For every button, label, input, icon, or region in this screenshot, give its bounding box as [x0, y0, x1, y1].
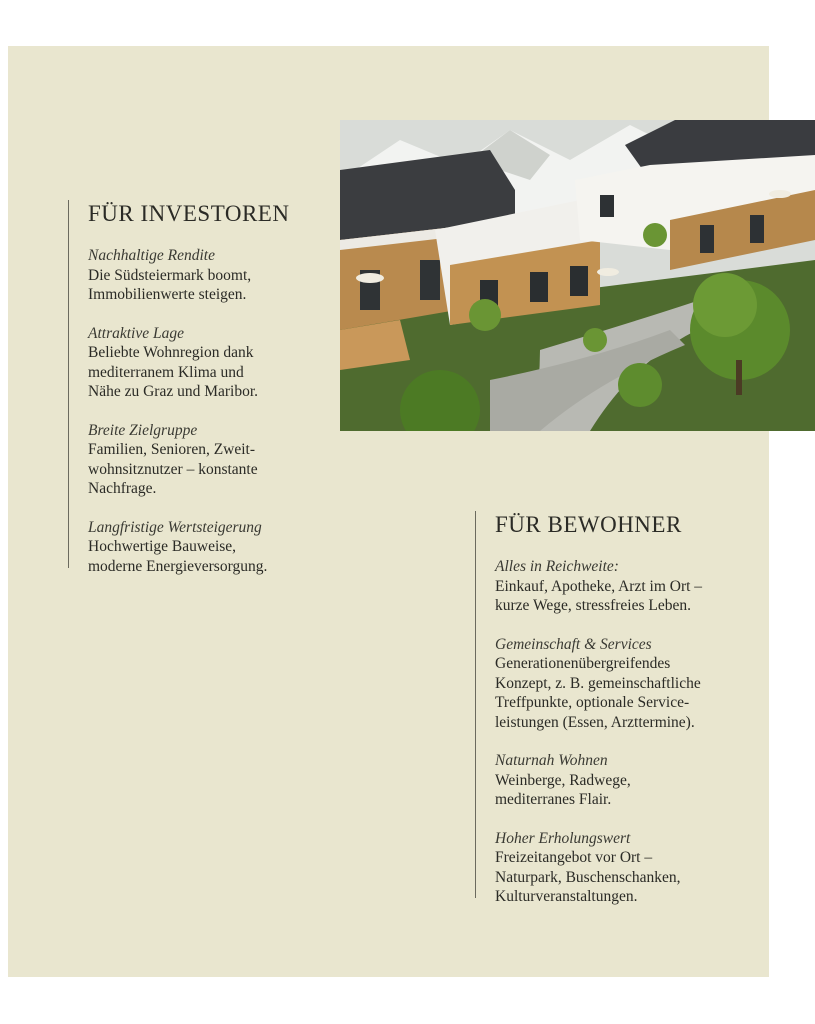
item-heading: Hoher Erholungswert: [495, 829, 631, 847]
item-text-line: Konzept, z. B. gemeinschaftliche: [495, 674, 701, 692]
residents-title: FÜR BEWOHNER: [495, 512, 682, 537]
item-text-line: Freizeitangebot vor Ort –: [495, 849, 653, 866]
item-text-line: Treffpunkte, optionale Service-: [495, 694, 690, 711]
item-text-line: Einkauf, Apotheke, Arzt im Ort –: [495, 577, 703, 595]
item-heading: Alles in Reichweite:: [495, 558, 619, 575]
item-text-line: moderne Energieversorgung.: [88, 557, 268, 575]
residents-item-reichweite: [495, 557, 755, 616]
item-text-line: mediterranes Flair.: [495, 791, 612, 808]
residents-item-gemeinschaft: [495, 635, 755, 733]
residents-item-naturnah: [495, 751, 755, 810]
aerial-rendering-image: [340, 120, 815, 431]
item-heading: Attraktive Lage: [88, 324, 184, 342]
investors-item-lage: [88, 324, 338, 402]
item-text-line: Hochwertige Bauweise,: [88, 538, 237, 555]
investors-item-wertsteigerung: [88, 518, 338, 577]
item-heading: Langfristige Wertsteigerung: [88, 518, 262, 536]
item-text-line: Generationenübergreifendes: [495, 655, 671, 672]
item-text-line: Nachfrage.: [88, 480, 157, 497]
residents-item-erholung: [495, 829, 755, 907]
item-text-line: Beliebte Wohnregion dank: [88, 344, 254, 361]
item-text-line: Weinberge, Radwege,: [495, 771, 631, 789]
item-heading: Naturnah Wohnen: [495, 752, 608, 769]
item-text-line: mediterranem Klima und: [88, 363, 244, 381]
item-heading: Breite Zielgruppe: [88, 421, 198, 439]
item-text-line: Naturpark, Buschenschanken,: [495, 868, 681, 886]
investors-title: FÜR INVESTOREN: [88, 201, 290, 226]
item-text-line: wohnsitznutzer – konstante: [88, 460, 258, 478]
item-heading: Gemeinschaft & Services: [495, 635, 652, 653]
item-text-line: Kulturveranstaltungen.: [495, 888, 638, 905]
item-text-line: kurze Wege, stressfreies Leben.: [495, 597, 692, 614]
item-heading: Nachhaltige Rendite: [88, 247, 215, 264]
item-text-line: Familien, Senioren, Zweit-: [88, 441, 256, 458]
investors-section: [68, 200, 338, 575]
investors-item-rendite: [88, 246, 338, 305]
item-text-line: Immobilienwerte steigen.: [88, 286, 247, 303]
investors-item-zielgruppe: [88, 421, 338, 499]
item-text-line: Die Südsteiermark boomt,: [88, 266, 252, 284]
item-text-line: leistungen (Essen, Arzttermine).: [495, 713, 695, 731]
residents-section: [475, 511, 755, 905]
item-text-line: Nähe zu Graz und Maribor.: [88, 383, 259, 400]
